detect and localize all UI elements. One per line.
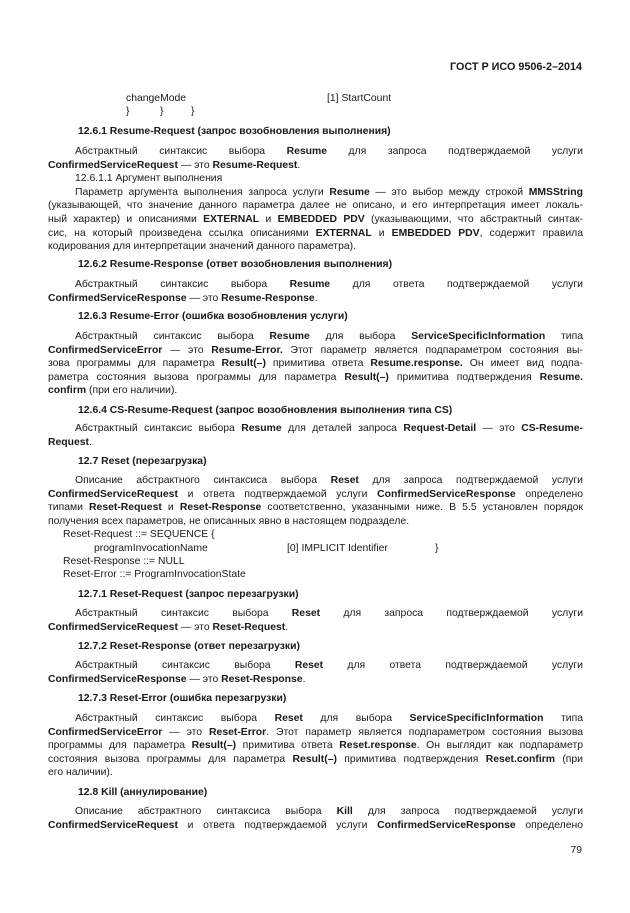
para-12-7-2: Абстрактный синтаксис выбора Reset для ответа подтверждаемой услуги ConfirmedServiceResponse — это Reset-Response. (48, 660, 583, 685)
para-12-8: Описание абстрактного синтаксиса выбора Kill для запроса подтверждаемой услуги ConfirmedServiceRequest и ответа подтверждаемой услуги ConfirmedServiceResponse определено (48, 806, 583, 831)
heading-12-6-2: 12.6.2 Resume-Response (ответ возобновления выполнения) (78, 259, 393, 270)
heading-12-7-2: 12.7.2 Reset-Response (ответ перезагрузки) (78, 641, 300, 652)
code-reset-response: Reset-Response ::= NULL (63, 556, 185, 567)
para-12-7: Описание абстрактного синтаксиса выбора Reset для запроса подтверждаемой услуги ConfirmedServiceRequest и ответа подтверждаемой услуги ConfirmedServiceResponse определено типами Reset-Request и Reset-Response соответственно, указанными ниже. В 5.5 установлен порядок получения всех параметров, не описанных явно в настоящем подразделе. (48, 475, 584, 527)
para-12-6-1: Абстрактный синтаксис выбора Resume для запроса подтверждаемой услуги ConfirmedServiceRequest — это Resume-Request. 12.6.1.1 Аргумент выполнения Параметр аргумента выполнения запроса услуги Resume — это выбор между строкой MMSString (указывающей, что значение данного параметра далее не описано, и его интерпретация имеет локаль- ный характер) и описаниями EXTERNAL и EMBEDDED PDV (указывающими, что абстрактный синтак- сис, на который произведена ссылка описаниями EXTERNAL и EMBEDDED PDV, содержит правила кодирования для интерпретации значений данного параметра). (48, 146, 584, 253)
code-program-invocation-name: programInvocationName (94, 543, 208, 554)
code-closing-brace: } (435, 543, 439, 554)
standard-designation: ГОСТ Р ИСО 9506-2–2014 (449, 61, 582, 73)
heading-12-6-3: 12.6.3 Resume-Error (ошибка возобновления услуги) (78, 311, 348, 322)
heading-12-7: 12.7 Reset (перезагрузка) (78, 456, 207, 467)
page-number: 79 (570, 845, 582, 856)
code-reset-request: Reset-Request ::= SEQUENCE { (63, 529, 215, 540)
para-12-6-4: Абстрактный синтаксис выбора Resume для деталей запроса Request-Detail — это CS-Resume- Request. (48, 423, 583, 448)
code-top-brace-1: } (126, 106, 130, 117)
heading-12-7-3: 12.7.3 Reset-Error (ошибка перезагрузки) (78, 693, 287, 704)
code-top-line1-a: changeMode (126, 93, 187, 104)
para-12-6-3: Абстрактный синтаксис выбора Resume для выбора ServiceSpecificInformation типа ConfirmedServiceError — это Resume-Error. Этот параметр является подпараметром состояния вы- зова программы для параметра Result(–) примитива ответа Resume.response. Он имеет вид подпа- раметра состояния вызова программы для параметра Result(–) примитива подтверждения Resume. confirm (при его наличии). (48, 331, 583, 397)
para-12-6-2: Абстрактный синтаксис выбора Resume для ответа подтверждаемой услуги ConfirmedServiceResponse — это Resume-Response. (48, 279, 583, 304)
code-implicit-identifier: [0] IMPLICIT Identifier (287, 543, 388, 554)
heading-12-6-1: 12.6.1 Resume-Request (запрос возобновления выполнения) (78, 126, 391, 137)
code-top-line1-b: [1] StartCount (327, 93, 392, 104)
heading-12-8: 12.8 Kill (аннулирование) (78, 787, 208, 798)
para-12-7-3: Абстрактный синтаксис выбора Reset для выбора ServiceSpecificInformation типа ConfirmedServiceError — это Reset-Error. Этот параметр является подпараметром состояния вызова программы для параметра Result(–) примитива ответа Reset.response. Он выглядит как подпараметр состояния вызова программы для параметра Result(–) примитива подтверждения Reset.confirm (при его наличии). (48, 713, 584, 779)
heading-12-6-4: 12.6.4 CS-Resume-Request (запрос возобновления выполнения типа CS) (78, 405, 453, 416)
code-top-brace-3: } (191, 106, 195, 117)
code-reset-error: Reset-Error ::= ProgramInvocationState (63, 569, 246, 580)
subheading-12-6-1-1: 12.6.1.1 Аргумент выполнения (75, 173, 223, 185)
code-top-brace-2: } (160, 106, 164, 117)
heading-12-7-1: 12.7.1 Reset-Request (запрос перезагрузки) (78, 589, 299, 600)
para-12-7-1: Абстрактный синтаксис выбора Reset для запроса подтверждаемой услуги ConfirmedServiceRequest — это Reset-Request. (48, 608, 583, 633)
